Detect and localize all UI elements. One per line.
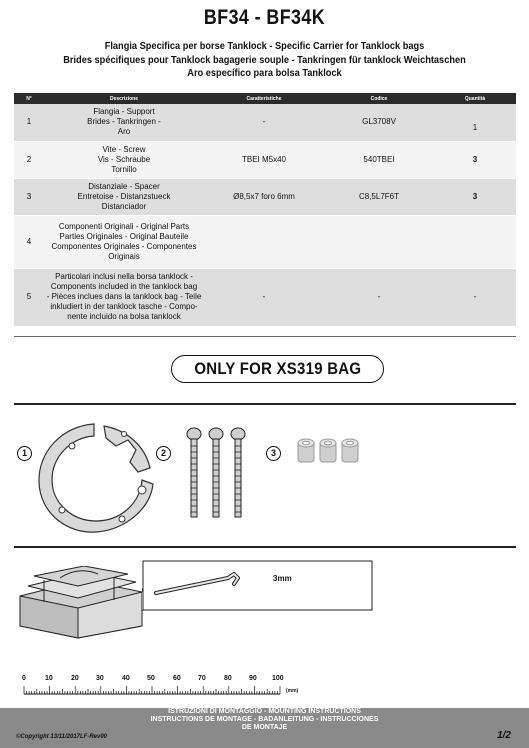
table-row bbox=[14, 215, 516, 268]
cell-description bbox=[44, 268, 204, 326]
part-number-2: 2 bbox=[156, 446, 171, 461]
ruler-unit: (mm) bbox=[286, 688, 299, 694]
cell-code: - bbox=[324, 268, 434, 326]
ruler-label: 40 bbox=[122, 675, 130, 682]
description-line: Tornillo bbox=[111, 164, 137, 174]
description-line: Componentes Originales - Componentes bbox=[51, 241, 197, 251]
table-row bbox=[14, 178, 516, 215]
description-line: Vite - Screw bbox=[102, 144, 146, 154]
screws-icon bbox=[180, 426, 255, 521]
description-line: Components included in the tanklock bag bbox=[50, 282, 198, 291]
hex-key-size-label: 3mm bbox=[273, 574, 292, 583]
cell-quantity bbox=[434, 215, 516, 268]
table-row bbox=[14, 268, 516, 326]
flange-ring-icon bbox=[32, 418, 162, 538]
hex-key-callout bbox=[142, 560, 374, 612]
footer-line: DE MONTAJE bbox=[241, 724, 288, 731]
cell-description bbox=[44, 178, 204, 215]
col-header-quantity: Quantità bbox=[434, 93, 516, 104]
part-number-1: 1 bbox=[17, 446, 32, 461]
subtitle-line-3: Aro específico para bolsa Tanklock bbox=[187, 67, 342, 79]
description-line: Distanciador bbox=[101, 201, 147, 211]
ruler-label: 10 bbox=[45, 675, 53, 682]
cell-code: C8,5L7F6T bbox=[324, 178, 434, 215]
cell-code: 540TBEI bbox=[324, 141, 434, 178]
ruler-label: 30 bbox=[96, 675, 104, 682]
ruler-label: 50 bbox=[147, 675, 155, 682]
cell-quantity: - bbox=[434, 268, 516, 326]
col-header-code: Codice bbox=[324, 93, 434, 104]
cell-code bbox=[324, 215, 434, 268]
footer-instructions bbox=[150, 708, 379, 732]
ruler-label: 100 bbox=[272, 675, 284, 682]
description-line: Vis - Schraube bbox=[97, 154, 151, 164]
col-header-specs: Caratteristiche bbox=[204, 93, 324, 104]
cell-specs: Ø8,5x7 foro 6mm bbox=[204, 178, 324, 215]
description-line: Brides - Tankringen - bbox=[87, 117, 161, 127]
cell-quantity: 3 bbox=[434, 141, 516, 178]
col-header-number: N° bbox=[14, 93, 44, 104]
ruler-label: 0 bbox=[22, 675, 26, 682]
description-line: nente incluido na bolsa tanklock bbox=[67, 312, 181, 321]
part-number-3: 3 bbox=[266, 446, 281, 461]
cell-number: 2 bbox=[14, 141, 44, 178]
section-divider bbox=[14, 403, 516, 405]
page-number: 1/2 bbox=[497, 730, 511, 741]
footer-line: INSTRUCTIONS DE MONTAGE - BADANLEITUNG - INSTRUCCIONES bbox=[150, 716, 379, 723]
footer bbox=[0, 708, 529, 748]
toolbox-icon bbox=[14, 566, 154, 640]
section-divider-tools bbox=[14, 546, 516, 548]
col-header-description: Descrizione bbox=[44, 93, 204, 104]
ruler-label: 70 bbox=[198, 675, 206, 682]
spacers-icon bbox=[294, 436, 364, 468]
description-line: Aro bbox=[117, 127, 131, 137]
cell-number: 4 bbox=[14, 215, 44, 268]
cell-number: 1 bbox=[14, 104, 44, 141]
ruler-scale bbox=[18, 684, 290, 698]
ruler-label: 20 bbox=[71, 675, 79, 682]
subtitle-line-1: Flangia Specifica per borse Tanklock - Specific Carrier for Tanklock bags bbox=[104, 40, 425, 52]
table-header-row bbox=[14, 93, 516, 104]
ruler-label: 80 bbox=[224, 675, 232, 682]
description-line: Entretoise - Distanzstueck bbox=[77, 191, 171, 201]
copyright: ©Copyright 13/11/2017LF-Rev00 bbox=[16, 734, 108, 740]
cell-code: GL3708V bbox=[324, 104, 434, 141]
cell-quantity: 3 bbox=[434, 178, 516, 215]
table-bottom-rule bbox=[14, 336, 516, 337]
page-title: BF34 - BF34K bbox=[203, 6, 326, 29]
cell-specs: TBEI M5x40 bbox=[204, 141, 324, 178]
cell-specs: - bbox=[204, 268, 324, 326]
cell-number: 5 bbox=[14, 268, 44, 326]
ruler-label: 90 bbox=[249, 675, 257, 682]
bag-compatibility-banner: ONLY FOR XS319 BAG bbox=[171, 355, 384, 383]
cell-specs bbox=[204, 215, 324, 268]
description-line: - Pièces inclues dans la tanklock bag - Teile bbox=[46, 292, 202, 301]
footer-line: ISTRUZIONI DI MONTAGGIO - MOUNTING INSTRUCTIONS bbox=[168, 708, 361, 715]
description-line: Particolari inclusi nella borsa tanklock - bbox=[55, 272, 193, 281]
subtitle-line-2: Brides spécifiques pour Tanklock bagagerie souple - Tankringen für tanklock Weichtaschen bbox=[63, 54, 466, 66]
description-line: Distanziale - Spacer bbox=[88, 181, 160, 191]
cell-number: 3 bbox=[14, 178, 44, 215]
table-row bbox=[14, 104, 516, 141]
description-line: Flangia - Support bbox=[93, 107, 155, 117]
cell-description bbox=[44, 141, 204, 178]
description-line: Originais bbox=[108, 251, 140, 261]
parts-table bbox=[14, 93, 516, 327]
cell-quantity: 1 bbox=[434, 104, 516, 141]
cell-description bbox=[44, 104, 204, 141]
description-line: Parties Originales - Original Bauteile bbox=[59, 231, 189, 241]
table-row bbox=[14, 141, 516, 178]
cell-description bbox=[44, 215, 204, 268]
description-line: inkludiert in der tanklock tasche - Compo- bbox=[50, 302, 198, 311]
ruler-label: 60 bbox=[173, 675, 181, 682]
cell-specs: - bbox=[204, 104, 324, 141]
description-line: Componenti Originali - Original Parts bbox=[58, 221, 190, 231]
